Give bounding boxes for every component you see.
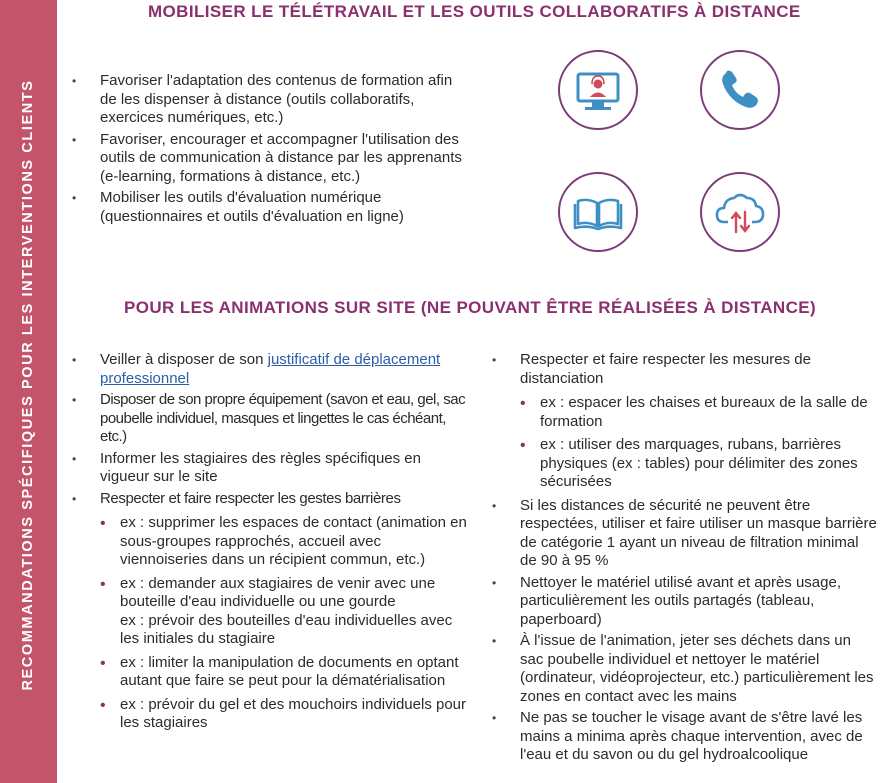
sub-list-item-text: ex : prévoir des bouteilles d'eau individuelles avec les initiales du stagiaire bbox=[120, 611, 453, 647]
remote-recommendations-list bbox=[72, 72, 472, 229]
list-item-text: Respecter et faire respecter les gestes barrières bbox=[100, 489, 401, 507]
sub-list bbox=[520, 394, 877, 492]
onsite-list-right bbox=[492, 351, 877, 768]
phone-icon bbox=[700, 50, 780, 130]
list-item: • Informer les stagiaires des règles spécifiques en vigueur sur le site bbox=[72, 450, 467, 487]
sidebar-label: RECOMMANDATIONS SPÉCIFIQUES POUR LES INTERVENTIONS CLIENTS bbox=[20, 79, 36, 691]
sub-list-item: • ex : prévoir du gel et des mouchoirs individuels pour les stagiaires bbox=[100, 696, 467, 733]
list-item: • Favoriser, encourager et accompagner l'utilisation des outils de communication à distance par les apprenants (e-learning, formations à distance, etc.) bbox=[72, 131, 472, 187]
list-item: • Nettoyer le matériel utilisé avant et après usage, particulièrement les outils partagés (tableau, paperboard) bbox=[492, 574, 877, 630]
list-item: • Favoriser l'adaptation des contenus de formation afin de les dispenser à distance (outils collaboratifs, exercices numériques, etc.) bbox=[72, 72, 472, 128]
list-item: • À l'issue de l'animation, jeter ses déchets dans un sac poubelle individuel et nettoyer le matériel (ordinateur, vidéoprojecteur, etc.) particulièrement les zones en contact avec les mains bbox=[492, 632, 877, 706]
sub-list-item: • ex : espacer les chaises et bureaux de la salle de formation bbox=[520, 394, 877, 431]
list-item bbox=[492, 351, 877, 492]
list-item: • Mobiliser les outils d'évaluation numérique (questionnaires et outils d'évaluation en ligne) bbox=[72, 189, 472, 226]
section-title-onsite: POUR LES ANIMATIONS SUR SITE (NE POUVANT ÊTRE RÉALISÉES À DISTANCE) bbox=[124, 298, 817, 317]
sidebar-band bbox=[0, 0, 57, 783]
list-item-text: Respecter et faire respecter les mesures de distanciation bbox=[520, 351, 811, 387]
cloud-transfer-icon bbox=[700, 172, 780, 252]
computer-headset-icon bbox=[558, 50, 638, 130]
travel-certificate-link[interactable]: justificatif de déplacement professionnel bbox=[100, 351, 441, 387]
list-item bbox=[72, 351, 467, 388]
onsite-list-left bbox=[72, 351, 467, 738]
sub-list-item: • ex : limiter la manipulation de documents en optant autant que faire se peut pour la dématérialisation bbox=[100, 654, 467, 691]
list-item-text: Veiller à disposer de son bbox=[100, 351, 268, 368]
sub-list-item: • ex : utiliser des marquages, rubans, barrières physiques (ex : tables) pour délimiter des zones sécurisées bbox=[520, 436, 877, 492]
list-item bbox=[72, 490, 467, 733]
list-item: • Ne pas se toucher le visage avant de s'être lavé les mains a minima après chaque intervention, avec de l'eau et du savon ou du gel hydroalcoolique bbox=[492, 709, 877, 765]
list-item: • Si les distances de sécurité ne peuvent être respectées, utiliser et faire utiliser un masque barrière de catégorie 1 ayant un niveau de filtration minimal de 90 à 95 % bbox=[492, 497, 877, 571]
sub-list-item: • ex : supprimer les espaces de contact (animation en sous-groupes rapprochés, accueil avec viennoiseries dans un récipient commun, etc.) bbox=[100, 514, 467, 570]
section-title-remote: MOBILISER LE TÉLÉTRAVAIL ET LES OUTILS COLLABORATIFS À DISTANCE bbox=[148, 2, 801, 21]
sub-list-item-text: ex : demander aux stagiaires de venir avec une bouteille d'eau individuelle ou une gourde bbox=[120, 574, 436, 610]
list-item: • Disposer de son propre équipement (savon et eau, gel, sac poubelle individuel, masques et lingettes le cas échéant, etc.) bbox=[72, 391, 467, 447]
sub-list-item bbox=[100, 575, 467, 649]
book-icon bbox=[558, 172, 638, 252]
sub-list bbox=[100, 514, 467, 733]
